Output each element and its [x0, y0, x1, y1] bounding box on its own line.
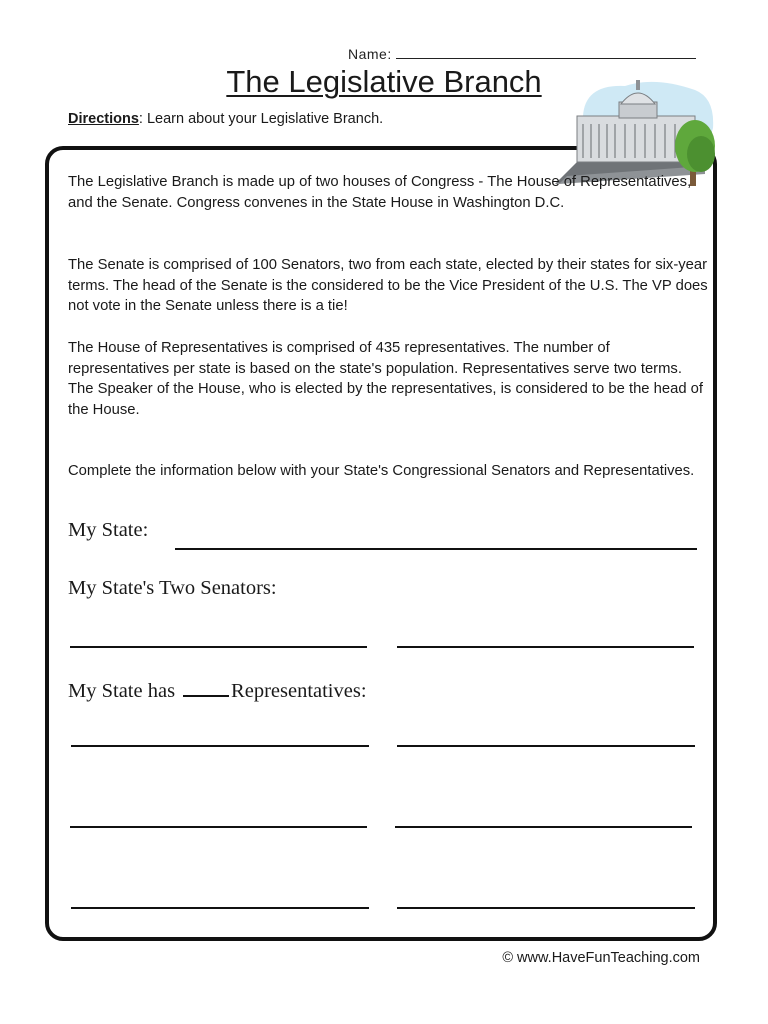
paragraph-house: The House of Representatives is comprised of 435 representatives. The number of representatives per state is based on the state's population. Representatives serve two terms. The Speaker of the House, who is elected by the representatives, is considered to be the head of the House. — [68, 340, 704, 418]
reps-suffix: Representatives: — [231, 680, 367, 702]
rep-5-blank[interactable] — [71, 907, 369, 909]
name-field — [348, 46, 696, 62]
senators-label: My State's Two Senators: — [68, 577, 277, 599]
my-state-label: My State: — [68, 519, 149, 541]
paragraph-instructions: Complete the information below with your State's Congressional Senators and Representatives. — [68, 463, 695, 479]
footer-credit: © www.HaveFunTeaching.com — [502, 950, 700, 966]
page-title: The Legislative Branch — [226, 64, 542, 99]
my-state-blank[interactable] — [175, 548, 697, 550]
reps-count-blank[interactable] — [183, 677, 229, 697]
directions-text: : Learn about your Legislative Branch. — [138, 111, 384, 127]
rep-4-blank[interactable] — [395, 826, 692, 828]
directions-label: Directions — [68, 111, 139, 127]
name-label: Name: — [348, 46, 392, 62]
paragraph-intro: The Legislative Branch is made up of two houses of Congress - The House of Representatives, and the Senate. Congress convenes in the State House in Washington D.C. — [68, 174, 692, 211]
senator-2-blank[interactable] — [397, 646, 694, 648]
name-blank[interactable] — [396, 57, 696, 59]
rep-1-blank[interactable] — [71, 745, 369, 747]
rep-2-blank[interactable] — [397, 745, 695, 747]
senator-1-blank[interactable] — [70, 646, 367, 648]
reps-prefix: My State has — [68, 680, 176, 702]
paragraph-senate: The Senate is comprised of 100 Senators, two from each state, elected by their states for six-year terms. The head of the Senate is the considered to be the Vice President of the U.S. The VP does not vote in the Senate unless there is a tie! — [68, 257, 708, 314]
directions — [68, 111, 383, 127]
representatives-label — [68, 677, 367, 703]
rep-3-blank[interactable] — [70, 826, 367, 828]
rep-6-blank[interactable] — [397, 907, 695, 909]
